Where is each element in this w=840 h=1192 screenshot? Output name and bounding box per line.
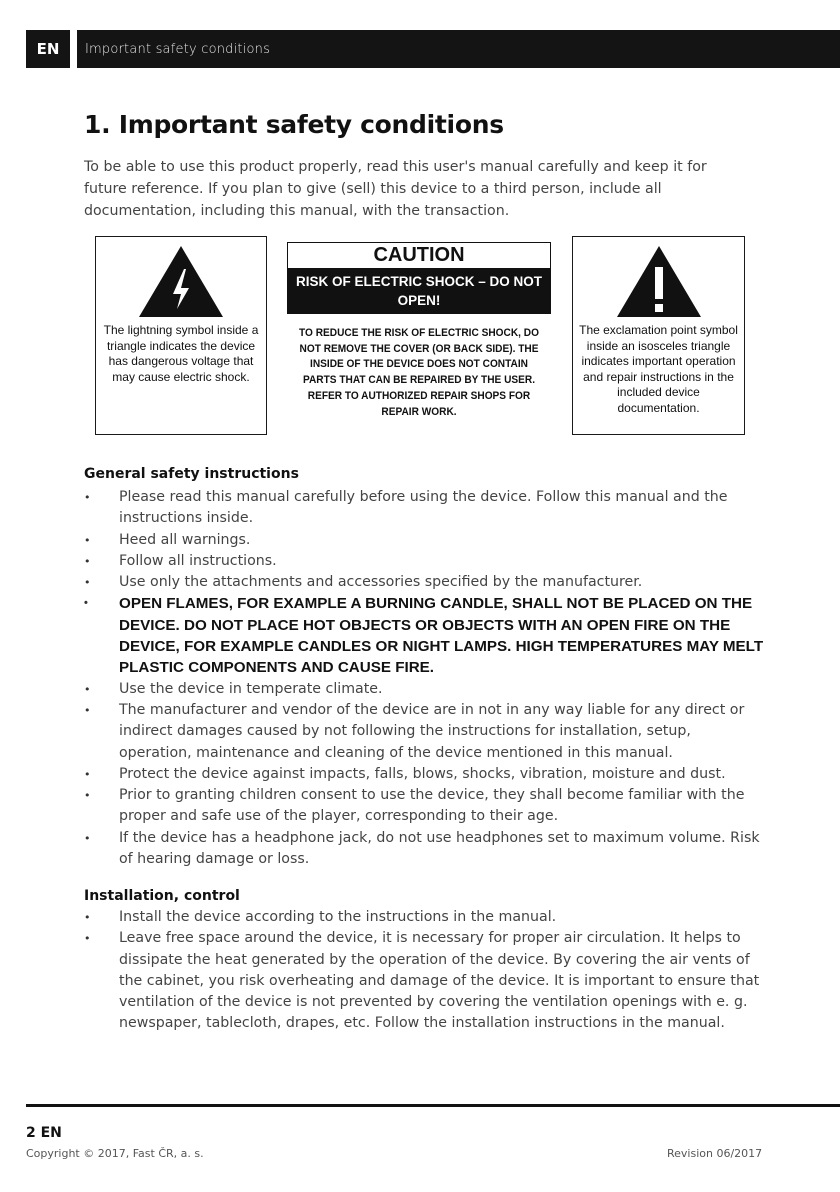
list-item: • Install the device according to the instructions in the manual. bbox=[84, 909, 557, 925]
section-header-bar bbox=[77, 30, 840, 68]
list-item: • Prior to granting children consent to use the device, they shall become familiar with the proper and safe use of the player, corresponding to their age. bbox=[84, 787, 745, 825]
list-item: • The manufacturer and vendor of the device are in not in any way liable for any direct or indirect damages caused by not following the instructions for installation, setup, operation, maintenance and cleaning of the device mentioned in this manual. bbox=[84, 701, 745, 761]
installation-heading: Installation, control bbox=[84, 888, 240, 904]
list-item-warning: • OPEN FLAMES, FOR EXAMPLE A BURNING CANDLE, SHALL NOT BE PLACED ON THE DEVICE. DO NOT PLACE HOT OBJECTS OR OBJECTS WITH AN OPEN FIRE ON THE DEVICE, FOR EXAMPLE CANDLES OR NIGHT LAMPS. HIGH TEMPERATURES MAY MELT PLASTIC COMPONENTS AND CAUSE FIRE. bbox=[84, 595, 764, 677]
list-item: • Use the device in temperate climate. bbox=[84, 680, 383, 697]
intro-paragraph: To be able to use this product properly, read this user's manual carefully and keep it for future reference. If you plan to give (sell) this device to a third person, include all documentation, including this manual, with the transaction. bbox=[84, 159, 707, 219]
list-item: • Please read this manual carefully before using the device. Follow this manual and the instructions inside. bbox=[84, 489, 728, 527]
caution-text: TO REDUCE THE RISK OF ELECTRIC SHOCK, DO NOT REMOVE THE COVER (OR BACK SIDE). THE INSIDE OF THE DEVICE DOES NOT CONTAIN PARTS THAT CAN BE REPAIRED BY THE USER. REFER TO AUTHORIZED REPAIR SHOPS FOR REPAIR WORK. bbox=[299, 327, 539, 418]
caution-panel bbox=[287, 242, 551, 424]
caution-title: CAUTION bbox=[287, 242, 551, 269]
list-item: • If the device has a headphone jack, do not use headphones set to maximum volume. Risk of hearing damage or loss. bbox=[84, 829, 760, 868]
general-heading: General safety instructions bbox=[84, 466, 299, 482]
list-item: • Use only the attachments and accessories specified by the manufacturer. bbox=[84, 574, 643, 591]
lightning-warning-box bbox=[95, 236, 267, 435]
exclamation-warning-box bbox=[572, 236, 745, 435]
list-item: • Protect the device against impacts, falls, blows, shocks, vibration, moisture and dust. bbox=[84, 765, 726, 782]
section-header-title: Important safety conditions bbox=[85, 41, 271, 57]
exclamation-description: The exclamation point symbol inside an isosceles triangle indicates important operation and repair instructions in the included device documentation. bbox=[579, 323, 738, 415]
language-badge: EN bbox=[26, 30, 70, 68]
lightning-triangle-icon bbox=[137, 243, 225, 319]
copyright-notice: Copyright © 2017, Fast ČR, a. s. bbox=[26, 1147, 204, 1160]
lightning-description: The lightning symbol inside a triangle indicates the device has dangerous voltage that may cause electric shock. bbox=[103, 323, 259, 384]
page-title: 1. Important safety conditions bbox=[84, 110, 504, 139]
footer-divider bbox=[26, 1104, 840, 1107]
revision-label: Revision 06/2017 bbox=[667, 1147, 763, 1160]
list-item: • Follow all instructions. bbox=[84, 552, 277, 569]
list-item: • Leave free space around the device, it is necessary for proper air circulation. It helps to dissipate the heat generated by the operation of the device. By covering the air vents of the cabinet, you risk overheating and damage of the device. It is important to ensure that ventilation of the device is not prevented by covering the ventilation openings with e. g. newspaper, tablecloth, drapes, etc. Follow the installation instructions in the manual. bbox=[84, 930, 760, 1032]
page-number: 2 EN bbox=[26, 1125, 62, 1141]
exclamation-triangle-icon bbox=[615, 243, 703, 319]
general-list bbox=[84, 487, 764, 870]
installation-list bbox=[84, 907, 764, 1035]
list-item: • Heed all warnings. bbox=[84, 531, 251, 548]
caution-band: RISK OF ELECTRIC SHOCK – DO NOT OPEN! bbox=[287, 269, 551, 314]
